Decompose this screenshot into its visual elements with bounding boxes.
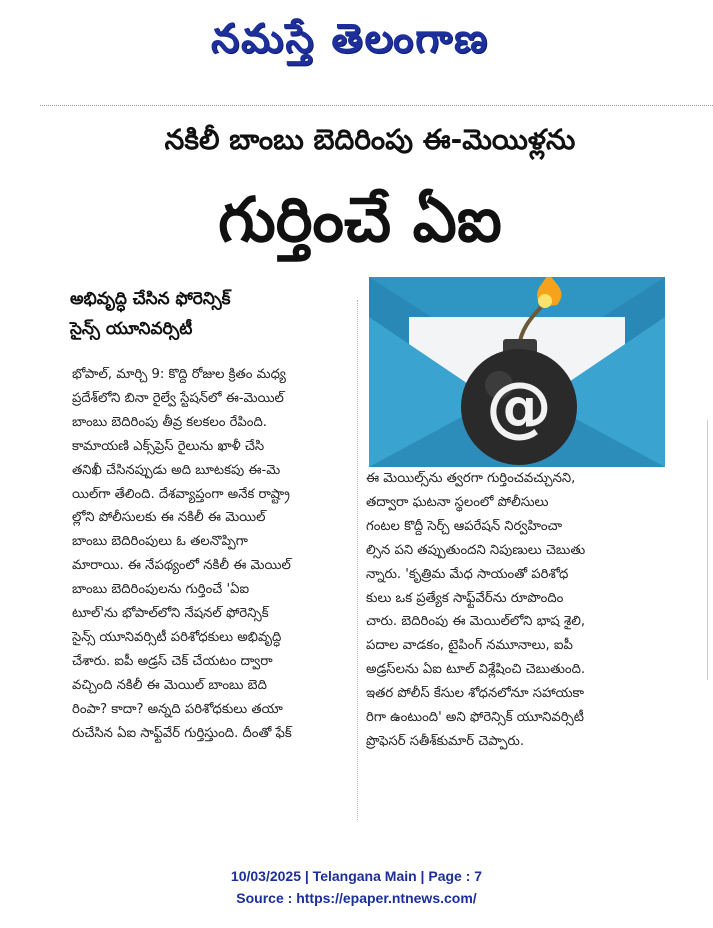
body-line: టూల్'ను భోపాల్‌లోని నేషనల్ ఫోరెన్సిక్ [72,606,269,622]
article-illustration [369,277,665,467]
body-line: తనిఖీ చేసినప్పుడు అది బూటకపు ఈ-మె [72,462,281,478]
article-kicker: నకిలీ బాంబు బెదిరింపు ఈ-మెయిళ్లను [164,123,576,156]
body-line: ఇతర పోలీస్ కేసుల శోధనలోనూ సహాయకా [366,686,584,702]
masthead-rule [40,105,713,106]
body-line: ల్లోని పోలీసులకు ఈ నకిలీ ఈ మెయిల్ [72,510,266,526]
article-headline: గుర్తించే ఏఐ [218,183,502,256]
body-line: బాంబు బెదిరింపులు ఓ తలనొప్పిగా [72,534,248,550]
body-line: గంటల కొద్దీ సెర్చ్ ఆపరేషన్ నిర్వహించా [366,518,563,534]
body-line: తద్వారా ఘటనా స్థలంలో పోలీసులు [366,494,549,510]
footer-source-link[interactable]: Source : https://epaper.ntnews.com/ [236,890,477,906]
body-line: బాంబు బెదిరింపులను గుర్తించే 'ఏఐ [72,582,250,598]
body-line: చేశారు. ఐపీ అడ్రస్ చెక్ చేయటం ద్వారా [72,653,273,669]
body-line: భోపాల్, మార్చి 9: కొద్ది రోజుల క్రితం మధ్య [72,367,286,382]
body-line: ప్రొఫెసర్ సతీశ్‌కుమార్ చెప్పారు. [366,733,525,749]
body-line: రుచేసిన ఏఐ సాఫ్ట్‌వేర్ గుర్తిస్తుంది. దీంతో ఫేక్ [72,725,292,741]
body-line: రింపా? కాదా? అన్నది పరిశోధకులు తయా [72,701,283,717]
page-edge [707,420,713,680]
masthead-title: నమస్తే తెలంగాణ [210,15,490,62]
body-line: ప్రదేశ్‌లోని బినా రైల్వే స్టేషన్‌లో ఈ-మెయిల్ [72,390,284,406]
body-line: పదాల వాడకం, టైపింగ్ నమూనాలు, ఐపీ [366,638,573,654]
body-line: న్నారు. 'కృత్రిమ మేధ సాయంతో పరిశోధ [366,566,569,582]
body-line: బాంబు బెదిరింపు తీవ్ర కలకలం రేపింది. [72,414,267,430]
body-line: మారాయి. ఈ నేపథ్యంలో నకిలీ ఈ మెయిల్ [72,558,291,574]
deck-line: సైన్స్ యూనివర్సిటీ [70,319,193,339]
body-line: అడ్రస్‌లను ఏఐ టూల్ విశ్లేషించి చెబుతుంది. [366,662,586,678]
body-line: ఈ మెయిల్స్‌ను త్వరగా గుర్తించవచ్చునని, [366,471,576,486]
body-line: వచ్చింది నకిలీ ఈ మెయిల్ బాంబు బెది [72,677,267,693]
body-line: రిగా ఉంటుంది' అని ఫోరెన్సిక్ యూనివర్సిటీ [366,710,584,726]
body-line: సైన్స్ యూనివర్సిటీ పరిశోధకులు అభివృద్ధి [72,629,282,645]
body-line: కులు ఒక ప్రత్యేక సాఫ్ట్‌వేర్‌ను రూపొందిం [366,590,564,606]
deck-line: అభివృద్ధి చేసిన ఫోరెన్సిక్ [70,289,231,309]
body-line: చారు. బెదిరింపు ఈ మెయిల్‌లోని భాష శైలి, [366,614,586,630]
article-deck [70,284,350,344]
article-column-2 [366,467,666,754]
body-line: ల్సిన పని తప్పుతుందని నిపుణులు చెబుతు [366,542,586,558]
article-column-1 [72,363,352,746]
body-line: యిల్‌గా తేలింది. దేశవ్యాప్తంగా అనేక రాష్ట్రా [72,486,290,502]
svg-text:@: @ [486,368,552,445]
email-bomb-icon [369,277,665,467]
footer-edition: 10/03/2025 | Telangana Main | Page : 7 [230,868,483,884]
body-line: కామాయణి ఎక్స్‌ప్రెస్ రైలును ఖాళీ చేసి [72,438,265,454]
column-divider [357,300,358,820]
